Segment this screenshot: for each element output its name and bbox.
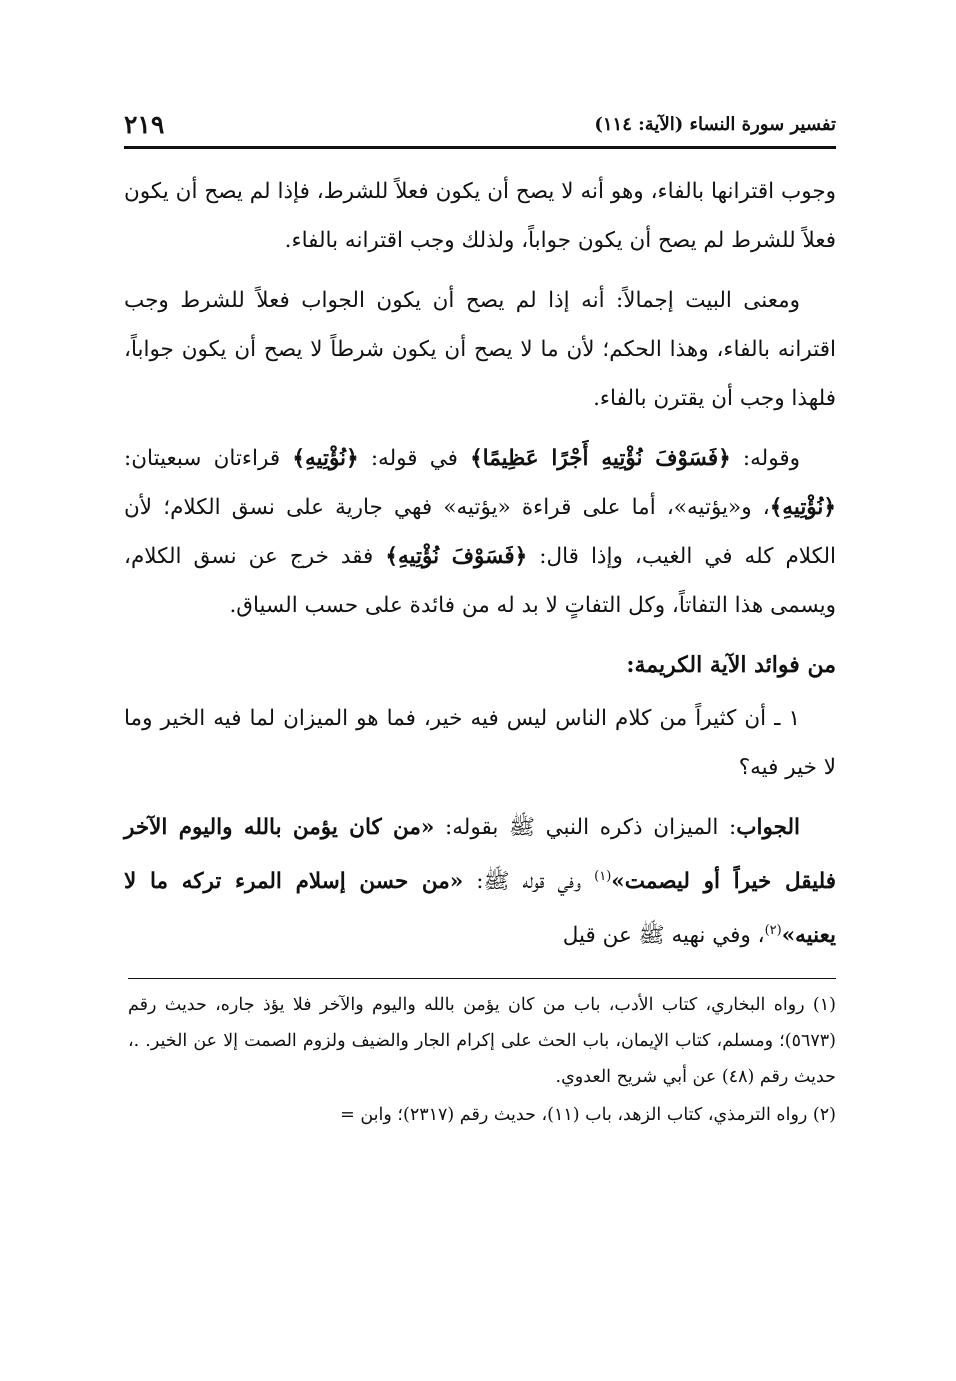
text-run: في قوله: bbox=[358, 446, 471, 471]
quran-phrase: ﴿فَسَوْفَ نُؤْتِيهِ﴾ bbox=[385, 544, 528, 569]
quran-word: ﴿نُؤْتِيهِ﴾ bbox=[292, 446, 359, 471]
quran-verse: ﴿فَسَوْفَ نُؤْتِيهِ أَجْرًا عَظِيمًا﴾ bbox=[470, 446, 731, 471]
footnote-1: (١) رواه البخاري، كتاب الأدب، باب من كان يؤمن بالله واليوم والآخر فلا يؤذ جاره، حديث رقم (٥٦٧٣)؛ ومسلم، كتاب الإيمان، باب الحث على إكرام الجار والضيف ولزوم الصمت إلا عن الخير. .، حديث رقم (٤٨) عن أبي شريح العدوي. bbox=[128, 995, 836, 1088]
footnote-2: (٢) رواه الترمذي، كتاب الزهد، باب (١١)، حديث رقم (٢٣١٧)؛ وابن = bbox=[340, 1105, 836, 1126]
text-run: ، وفي نهيه ﷺ عن قيل bbox=[562, 923, 765, 949]
footnote-ref: (١) bbox=[594, 869, 612, 884]
text-run: : الميزان ذكره النبي ﷺ بقوله: bbox=[434, 815, 737, 840]
hadith-quote: «من حسن إسلام المرء تركه ما لا يعنيه» bbox=[124, 869, 836, 949]
text-run: فقد خرج عن نسق الكلام، ويسمى هذا التفاتاً، وكل التفاتٍ لا بد له من فائدة على حسب السياق. bbox=[124, 544, 836, 618]
answer-label: الجواب bbox=[736, 815, 801, 840]
book-page bbox=[124, 108, 836, 1135]
text-run: وقوله: bbox=[730, 446, 800, 471]
main-text bbox=[124, 167, 836, 960]
running-title: تفسير سورة النساء (الآية: ١١٤) bbox=[594, 114, 836, 135]
footnote-ref: (٢) bbox=[764, 923, 782, 939]
footnotes bbox=[128, 978, 836, 1133]
page-header bbox=[124, 108, 836, 149]
page-number: ٢١٩ bbox=[124, 110, 165, 139]
quran-word: ﴿نُؤْتِيهِ﴾ bbox=[769, 495, 836, 520]
paragraph-3 bbox=[124, 434, 836, 630]
text-run: ، و«يؤتيه»، أما على قراءة «يؤتيه» فهي جارية على نسق الكلام؛ لأن الكلام كله في الغيب، وإذا قال: bbox=[124, 495, 837, 569]
text-run: وفي قوله ﷺ: bbox=[463, 869, 595, 895]
paragraph-4: ١ ـ أن كثيراً من كلام الناس ليس فيه خير، فما هو الميزان لما فيه الخير وما لا خير فيه؟ bbox=[124, 706, 836, 780]
hadith-quote: «من كان يؤمن بالله واليوم الآخر فليقل خيراً أو ليصمت» bbox=[124, 815, 836, 895]
section-heading: من فوائد الآية الكريمة: bbox=[626, 652, 836, 678]
text-run: قراءتان سبعيتان: bbox=[124, 446, 293, 471]
paragraph-5 bbox=[124, 803, 836, 960]
paragraph-2: ومعنى البيت إجمالاً: أنه إذا لم يصح أن يكون الجواب فعلاً للشرط وجب اقترانه بالفاء، وهذا الحكم؛ لأن ما لا يصح أن يكون شرطاً لا يصح أن يكون جواباً، فلهذا وجب أن يقترن بالفاء. bbox=[124, 288, 836, 411]
paragraph-1: وجوب اقترانها بالفاء، وهو أنه لا يصح أن يكون فعلاً للشرط، فإذا لم يصح أن يكون فعلاً للشرط لم يصح أن يكون جواباً، ولذلك وجب اقترانه بالفاء. bbox=[124, 179, 836, 253]
